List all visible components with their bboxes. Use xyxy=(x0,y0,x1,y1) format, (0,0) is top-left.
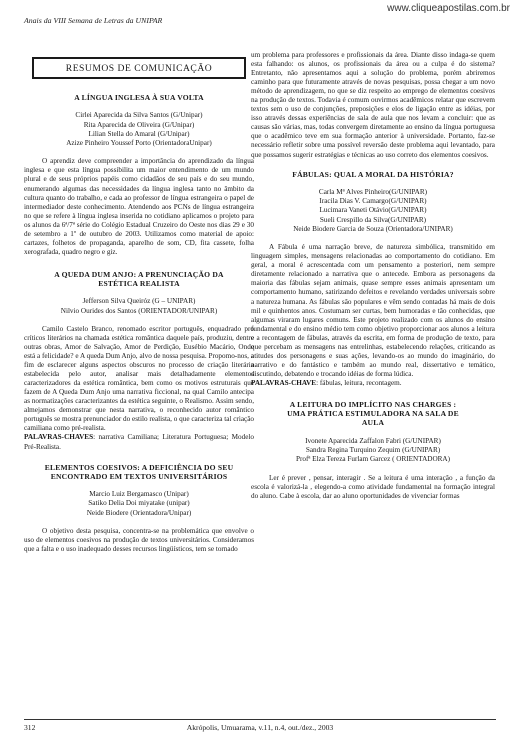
section-title-box xyxy=(32,57,246,79)
author: Lilian Stella do Amaral (G/Unipar) xyxy=(88,129,190,138)
article-body-continued: um problema para professores e profissionais da área. Diante disso indaga-se quem esta falhando: os alunos, os profissionais da área ou a culpa é do sistema? Entretanto, não apresentamos aqui a solução do problema, porém abriremos caminho para que futuramente através de novas pesquisas, possa chegar a um novo método de aprendizagem, no que se diz respeito ao emprego de elementos coesivos na produção de textos. Todavia é comum ouvirmos acadêmicos relatar que escrevem textos sem o uso de conjunções, preposições e elos de ligação entre as idéias, por isso através dessas experiências de sala de aula que nos levam a concluir: que as causas são várias, mas, todas convergem diretamente ao ensino da língua portuguesa que o acadêmico teve em sua formação anterior à universidade. Portanto, faz-se necessário refletir sobre uma possível reversão deste problema aqui levantado, para que possamos sugerir estratégias e técnicas ao uso correto dos elementos coesivos. xyxy=(251,51,495,159)
keywords-text: : fábulas, leitura, recontagem. xyxy=(316,378,402,387)
author: Rita Aparecida de Oliveira (G/Unipar) xyxy=(83,120,195,129)
author: Azize Pinheiro Youssef Porto (OrientadoraUnipar) xyxy=(66,139,212,148)
article-title xyxy=(251,400,495,428)
article-body: A Fábula é uma narração breve, de natureza simbólica, transmitido em linguagem simples, mensagens relacionadas ao comportamento do cotidiano. Em geral, a moral é acrescentada com um pensamento a posteriori, nem sempre diretamente relacionado a narrativa que o antecede. Embora as personagens da maioria das fábulas sejam animais, quase sempre esses animais apresentam um comportamento humano, satirizando defeitos e revelando verdades universais sobre a natureza humana. As fábulas são populares e vêm sendo contadas há mais de dois mil e quinhentos anos. Costumam ser curtas, bem humoradas e tão conhecidas, que algumas viraram lugares comuns. Este projeto realizado com os alunos do ensino fundamental e do ensino médio tem como objetivo proporcionar aos alunos a leitura e a recontagem de fábulas, através da escrita, em forma de produção de texto, para que percebam as mensagens nas entrelinhas, estabelecendo relações, criticando as atitudes dos personagens e suas ações, levando-os ao mundo do imaginário, do narrativo e do fantástico e também ao mundo real, dissertativo e temático, discutindo, debatendo e trocando idéias de forma lúdica. xyxy=(251,243,495,378)
article-title-line: ESTÉTICA REALISTA xyxy=(98,279,180,289)
author: Jefferson Silva Queiróz (G – UNIPAR) xyxy=(82,297,196,306)
article-title-line: A LEITURA DO IMPLÍCITO NAS CHARGES : xyxy=(289,400,457,409)
article-body: O aprendiz deve compreender a importância do aprendizado da língua inglesa e que esta língua possibilita um maior entendimento de um mundo plural e de seus próprios papéis como cidadãos de seu país e do seu mundo, enumerando algumas das necessidades da língua inglesa tanto no âmbito da cultura quanto do trabalho, e cada ao professor de língua estrangeira o papel de intermediador deste conhecimento. Atendendo aos PCNs de língua estrangeira no que se refere à língua inglesa inserida no cotidiano aplicamos o projeto para os alunos da 6ª/7ª série do Colégio Estadual Cruzeiro do Oeste nos dias 29 e 30 de setembro a 1º de outubro de 2003. Utilizamos como material de apoio: cartazes, folhetos de propaganda, aparelho de som, CD, fita cassete, folha xerografada, quadro negro e giz. xyxy=(24,157,254,256)
author: Sueli Crespillo da Silva(G/UNIPAR) xyxy=(319,215,427,224)
left-column xyxy=(24,51,254,554)
author: Sandra Regina Turquino Zequim (G/UNIPAR) xyxy=(305,445,441,454)
footer-divider xyxy=(24,719,496,720)
article-title-line: UMA PRÁTICA ESTIMULADORA NA SALA DE xyxy=(287,409,459,419)
author: Carla Mª Alves Pinheiro(G/UNIPAR) xyxy=(318,187,428,196)
article-title xyxy=(24,463,254,481)
site-watermark: www.cliqueapostilas.com.br xyxy=(387,3,510,14)
author-list xyxy=(251,437,495,465)
right-column xyxy=(251,51,495,501)
keywords xyxy=(251,379,495,388)
article-title-line: A QUEDA DUM ANJO: A PRENUNCIAÇÃO DA xyxy=(54,269,224,279)
author: Lucimara Vaneti Otávio(G/UNIPAR) xyxy=(319,206,427,215)
keywords-text: : narrativa Camiliana; Literatura Portuguesa; Modelo Pré-Realista. xyxy=(24,433,254,451)
author: Cirlei Aparecida da Silva Santos (G/Unipar) xyxy=(75,111,203,120)
journal-citation: Akrópolis, Umuarama, v.11, n.4, out./dez., 2003 xyxy=(186,723,334,732)
author: Marcio Luiz Bergamasco (Unipar) xyxy=(89,489,189,498)
author: Ivonete Aparecida Zaffalon Fabri (G/UNIPAR) xyxy=(305,436,441,445)
article-title-line: AULA xyxy=(361,418,385,428)
author-list xyxy=(24,490,254,518)
article-body: Ler é prever , pensar, interagir . Se a leitura é uma interação , a função da escola é valorizá-la , elegendo-a como atividade fundamental na formação integral do aluno. Cabe à escola, dar ao aluno oportunidades de vivenciar formas xyxy=(251,473,495,500)
section-title: RESUMOS DE COMUNICAÇÃO xyxy=(65,62,213,74)
article-title-line: ENCONTRADO EM TEXTOS UNIVERSITÁRIOS xyxy=(50,471,228,481)
keywords-label: PALAVRAS-CHAVES xyxy=(24,433,94,442)
author: Nilvio Ourides dos Santos (ORIENTADOR/UNIPAR) xyxy=(60,306,218,315)
author-list xyxy=(24,297,254,316)
article-title-line: ELEMENTOS COESIVOS: A DEFICIÊNCIA DO SEU xyxy=(44,462,234,472)
author: Neide Biodere Garcia de Souza (Orientadora/UNIPAR) xyxy=(293,224,453,233)
article-title: A LÍNGUA INGLESA À SUA VOLTA xyxy=(74,93,204,102)
author: Neide Biodere (Orientadora/Unipar) xyxy=(86,508,192,517)
article-title xyxy=(24,270,254,288)
author: Profª Elza Tereza Furlam Garcez ( ORIENTADORA) xyxy=(295,455,451,464)
running-head: Anais da VIII Semana de Letras da UNIPAR xyxy=(24,16,163,25)
article-body: Camilo Castelo Branco, renomado escritor português, enquadrado pro críticos literários na chamada estética romântica daquele país, produziu, dentre outras obras, Amor de Salvação, Amor de Perdição, Eusébio Macário, Onde está a felicidade? e A queda Dum Anjo, alvo de nossa pesquisa. Propomo-nos, a fim de esclarecer alguns aspectos obscuros no processo de criação literária estabelecida pelo autor, analisar mais detalhadamente elementos caracterizadores da estética romântica, bem como os motivos estruturais que fazem de A Queda Dum Anjo uma narrativa ficcional, na qual Camilo antecipa as normatizações caracterizantes da estética seguinte, o Realismo. Assim sendo, almejamos demonstrar que nesta narrativa, o reconhecido autor romântico português se mostra prenunciador do estilo realista, o que caracteriza tal criação camiliana como pré-realista. xyxy=(24,324,254,433)
author: Iracila Dias V. Camargo(G/UNIPAR) xyxy=(319,197,427,206)
page-number: 312 xyxy=(24,723,36,732)
author: Satiko Delia Doi miyatake (unipar) xyxy=(88,499,190,508)
article-title: FÁBULAS: QUAL A MORAL DA HISTÓRIA? xyxy=(292,169,454,179)
author-list xyxy=(24,111,254,148)
article-body: O objetivo desta pesquisa, concentra-se na problemática que envolve o uso de elementos coesivos na produção de textos universitários. Consideramos que a falta e o uso inadequado desses recursos lingüísticos, tem se tornado xyxy=(24,526,254,553)
keywords-label: PALAVRAS-CHAVE xyxy=(251,378,317,387)
author-list xyxy=(251,188,495,234)
keywords xyxy=(24,433,254,451)
